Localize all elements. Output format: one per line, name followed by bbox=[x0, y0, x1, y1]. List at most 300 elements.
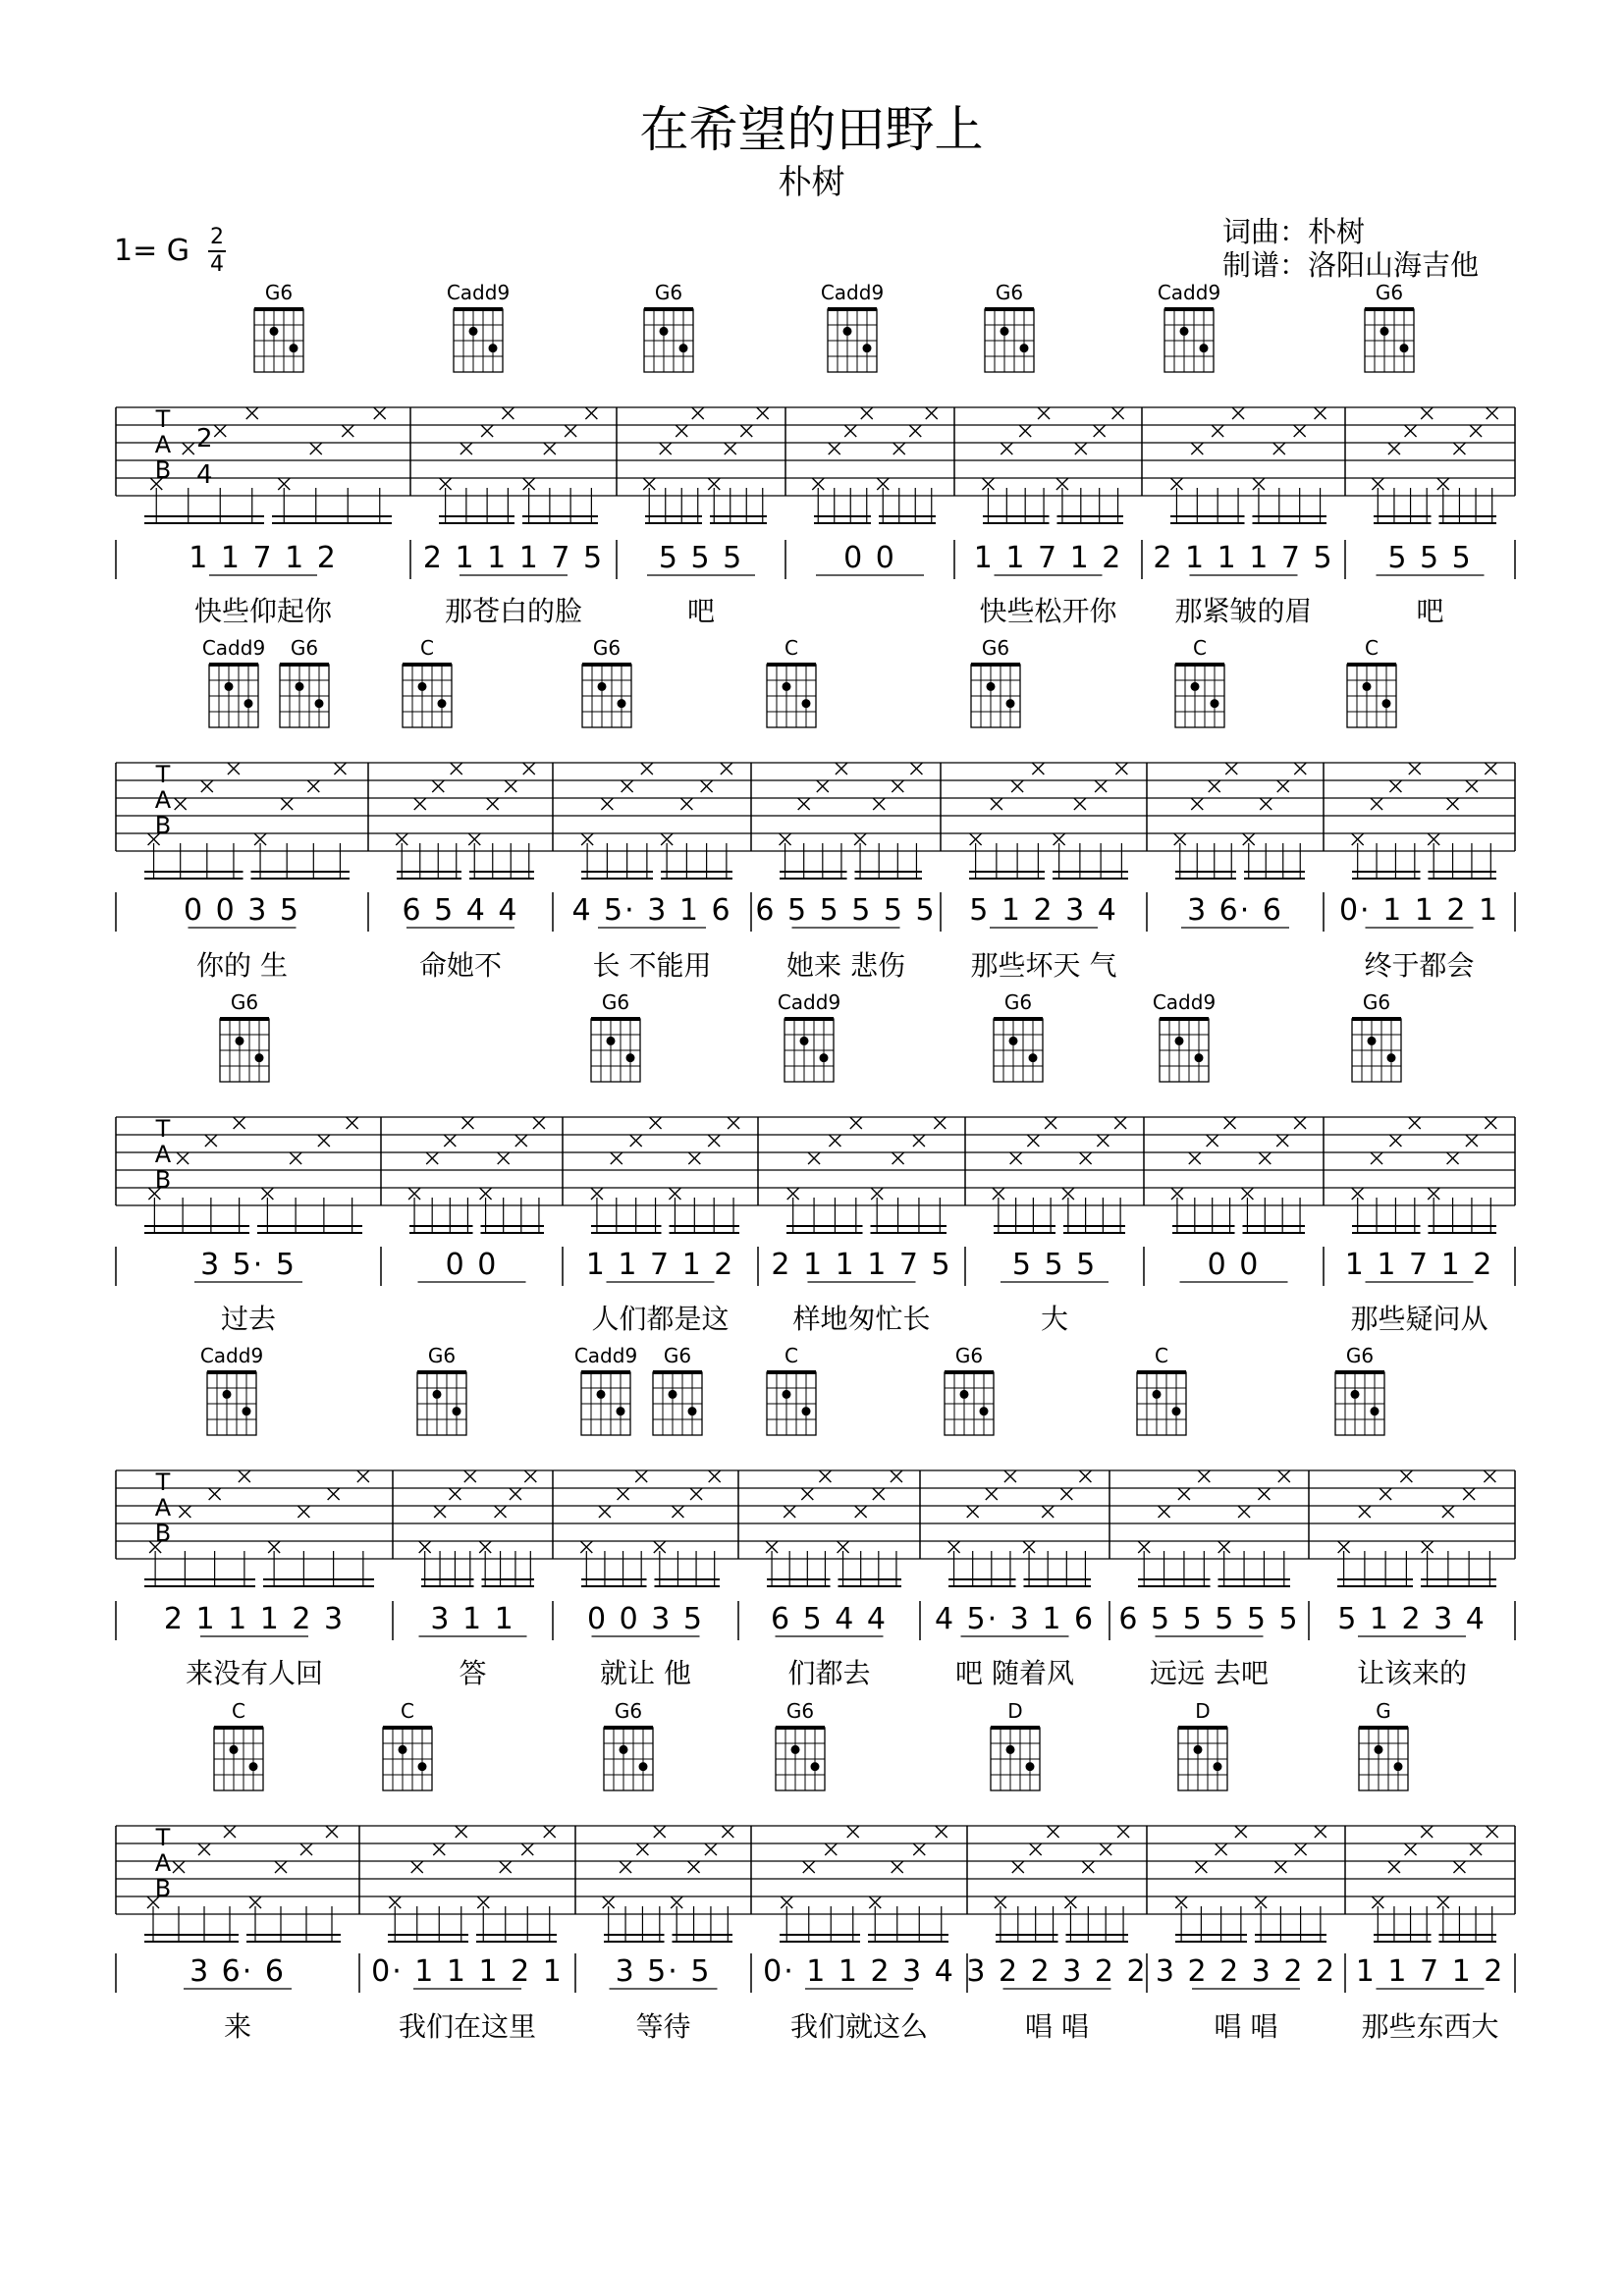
strum-mark bbox=[544, 443, 556, 454]
tab-clef-letter: T bbox=[155, 761, 171, 788]
chord-finger-dot bbox=[1200, 344, 1209, 352]
chord-finger-dot bbox=[1400, 344, 1409, 352]
chord-finger-dot bbox=[980, 1407, 989, 1415]
strum-mark bbox=[855, 1506, 867, 1518]
strum-mark bbox=[1010, 1152, 1022, 1164]
numbered-notation: 1 1 7 1 2 bbox=[189, 541, 338, 575]
strum-mark bbox=[1466, 1135, 1478, 1147]
strum-mark bbox=[1001, 443, 1012, 454]
strum-mark bbox=[825, 1843, 837, 1855]
strum-mark bbox=[234, 1117, 245, 1129]
strum-mark bbox=[1159, 1506, 1170, 1518]
lyric-line: 让该来的 bbox=[1356, 1657, 1468, 1689]
lyric-line: 样地匆忙长 bbox=[792, 1303, 931, 1335]
numbered-notation: 6 5 5 5 5 5 bbox=[1118, 1602, 1300, 1636]
strum-mark bbox=[498, 1152, 510, 1164]
chord-diagram-c bbox=[1175, 636, 1224, 727]
chord-finger-dot bbox=[418, 682, 427, 691]
tab-clef-letter: B bbox=[154, 1166, 172, 1194]
numbered-notation: 5 1 2 3 4 bbox=[969, 893, 1118, 928]
strum-mark bbox=[873, 1488, 885, 1500]
strum-mark bbox=[1232, 407, 1244, 419]
chord-diagram-g6 bbox=[254, 281, 303, 372]
tab-clef-letter: T bbox=[155, 1824, 171, 1851]
strum-mark bbox=[622, 780, 633, 792]
numbered-notation: 1 1 7 1 2 bbox=[585, 1248, 735, 1282]
numbered-notation: 2 1 1 1 7 5 bbox=[771, 1248, 952, 1282]
chord-finger-dot bbox=[620, 1745, 628, 1754]
time-signature-bottom: 4 bbox=[210, 252, 224, 277]
strum-mark bbox=[1294, 763, 1306, 774]
strum-mark bbox=[728, 1117, 739, 1129]
strum-mark bbox=[1315, 407, 1326, 419]
strum-mark bbox=[224, 1826, 236, 1838]
numbered-notation: 2 1 1 1 7 5 bbox=[1153, 541, 1334, 575]
strum-mark bbox=[357, 1470, 369, 1482]
strum-mark bbox=[1421, 1826, 1433, 1838]
chord-diagram-cadd9 bbox=[778, 990, 840, 1082]
strum-mark bbox=[1405, 425, 1417, 437]
strum-mark bbox=[334, 763, 346, 774]
lyric-line: 大 bbox=[1040, 1303, 1069, 1335]
strum-mark bbox=[680, 798, 692, 810]
lyric-line: 来没有人回 bbox=[185, 1657, 324, 1689]
chord-name: Cadd9 bbox=[573, 1344, 638, 1367]
strum-mark bbox=[326, 1826, 338, 1838]
tab-clef-letter: A bbox=[154, 786, 172, 814]
strum-mark bbox=[1463, 1488, 1475, 1500]
strum-mark bbox=[328, 1488, 340, 1500]
strum-mark bbox=[1487, 1826, 1498, 1838]
strum-mark bbox=[460, 443, 472, 454]
numbered-notation: 0 0 3 5 bbox=[184, 893, 300, 928]
tab-clef-letter: B bbox=[154, 812, 172, 839]
strum-mark bbox=[1389, 780, 1401, 792]
chord-diagram-cadd9 bbox=[447, 281, 510, 372]
chord-finger-dot bbox=[296, 682, 304, 691]
chord-name: C bbox=[420, 636, 434, 660]
strum-mark bbox=[1095, 780, 1107, 792]
strum-mark bbox=[708, 1135, 720, 1147]
chord-finger-dot bbox=[597, 1390, 606, 1399]
chord-finger-dot bbox=[1351, 1390, 1360, 1399]
strum-mark bbox=[585, 407, 597, 419]
strum-mark bbox=[318, 1135, 330, 1147]
numbered-notation: 3 6· 6 bbox=[189, 1954, 286, 1989]
chord-name: G6 bbox=[601, 990, 630, 1014]
strum-mark bbox=[209, 1488, 221, 1500]
strum-mark bbox=[1042, 1506, 1054, 1518]
chord-finger-dot bbox=[669, 1390, 677, 1399]
chord-finger-dot bbox=[987, 682, 996, 691]
tab-system-4 bbox=[116, 1344, 1515, 1689]
strum-mark bbox=[1012, 1861, 1024, 1873]
chord-finger-dot bbox=[433, 1390, 442, 1399]
chord-name: G6 bbox=[785, 1699, 815, 1723]
strum-mark bbox=[892, 1861, 903, 1873]
chord-name: G6 bbox=[654, 281, 683, 304]
chord-diagram-cadd9 bbox=[574, 1344, 637, 1435]
strum-mark bbox=[1198, 1470, 1210, 1482]
chord-finger-dot bbox=[820, 1053, 829, 1062]
chord-name: Cadd9 bbox=[201, 636, 266, 660]
strum-mark bbox=[533, 1117, 545, 1129]
strum-mark bbox=[1409, 763, 1421, 774]
chord-finger-dot bbox=[639, 1762, 648, 1771]
lyric-line: 我们在这里 bbox=[398, 2010, 537, 2043]
strum-mark bbox=[891, 1470, 902, 1482]
strum-mark bbox=[861, 407, 873, 419]
chord-name: D bbox=[1007, 1699, 1023, 1723]
strum-mark bbox=[1207, 1135, 1218, 1147]
chord-name: G6 bbox=[981, 636, 1010, 660]
strum-mark bbox=[1030, 1843, 1042, 1855]
strum-mark bbox=[1485, 1117, 1496, 1129]
strum-mark bbox=[873, 798, 885, 810]
strum-mark bbox=[740, 425, 752, 437]
strum-mark bbox=[893, 1152, 904, 1164]
lyric-line: 命她不 bbox=[418, 949, 503, 982]
chord-name: C bbox=[1193, 636, 1207, 660]
strum-mark bbox=[1224, 1117, 1236, 1129]
lyric-line: 她来 悲伤 bbox=[786, 949, 905, 982]
strum-mark bbox=[688, 1861, 700, 1873]
tab-system-1 bbox=[116, 281, 1515, 627]
strum-mark bbox=[1045, 1117, 1056, 1129]
strum-mark bbox=[374, 407, 386, 419]
chord-finger-dot bbox=[863, 344, 872, 352]
chord-finger-dot bbox=[223, 1390, 232, 1399]
song-artist: 朴树 bbox=[778, 163, 845, 202]
strum-mark bbox=[1278, 1470, 1290, 1482]
chord-name: C bbox=[1365, 636, 1379, 660]
tab-clef-letter: B bbox=[154, 1875, 172, 1902]
strum-mark bbox=[1274, 1861, 1286, 1873]
strum-mark bbox=[1405, 1843, 1417, 1855]
chord-diagram-g6 bbox=[985, 281, 1034, 372]
lyric-line: 唱 唱 bbox=[1025, 2010, 1089, 2043]
strum-mark bbox=[505, 780, 516, 792]
strum-mark bbox=[1259, 1152, 1271, 1164]
chord-name: C bbox=[784, 636, 798, 660]
credit-transcriber: 制谱：洛阳山海吉他 bbox=[1222, 248, 1480, 282]
chord-finger-dot bbox=[1380, 327, 1389, 336]
lyric-line: 你的 生 bbox=[196, 949, 288, 982]
strum-mark bbox=[630, 1135, 642, 1147]
chord-name: G6 bbox=[1003, 990, 1033, 1014]
strum-mark bbox=[676, 425, 687, 437]
numbered-notation: 5 5 5 bbox=[1387, 541, 1473, 575]
chord-diagram-c bbox=[767, 636, 816, 727]
numbered-notation: 2 1 1 1 2 3 bbox=[163, 1602, 346, 1636]
lyric-line: 来 bbox=[223, 2010, 252, 2043]
chord-finger-dot bbox=[1195, 1053, 1204, 1062]
numbered-notation: 1 1 7 1 2 bbox=[973, 541, 1123, 575]
strum-mark bbox=[1485, 763, 1496, 774]
chord-finger-dot bbox=[960, 1390, 969, 1399]
song-title: 在希望的田野上 bbox=[639, 101, 984, 158]
strum-mark bbox=[1447, 798, 1459, 810]
strum-mark bbox=[1294, 425, 1306, 437]
tab-clef-letter: T bbox=[155, 1468, 171, 1496]
numbered-notation: 5 5 5 bbox=[658, 541, 744, 575]
strum-mark bbox=[819, 1470, 831, 1482]
lyric-line: 我们就这么 bbox=[789, 2010, 929, 2043]
chord-diagram-c bbox=[767, 1344, 816, 1435]
chord-finger-dot bbox=[1382, 699, 1391, 708]
lyric-line: 那苍白的脸 bbox=[444, 595, 583, 627]
strum-mark bbox=[510, 1488, 521, 1500]
strum-mark bbox=[1258, 1488, 1270, 1500]
strum-mark bbox=[1212, 425, 1223, 437]
chord-name: G6 bbox=[230, 990, 259, 1014]
strum-mark bbox=[620, 1861, 631, 1873]
chord-finger-dot bbox=[1026, 1762, 1035, 1771]
strum-mark bbox=[1388, 443, 1400, 454]
tab-clef-letter: T bbox=[155, 1115, 171, 1143]
strum-mark bbox=[1277, 780, 1289, 792]
strum-mark bbox=[290, 1152, 301, 1164]
chord-name: C bbox=[1155, 1344, 1168, 1367]
strum-mark bbox=[298, 1506, 309, 1518]
chord-finger-dot bbox=[598, 682, 607, 691]
chord-name: Cadd9 bbox=[199, 1344, 264, 1367]
strum-mark bbox=[1442, 1506, 1454, 1518]
chord-finger-dot bbox=[783, 682, 791, 691]
numbered-notation: 3 2 2 3 2 2 bbox=[966, 1954, 1148, 1989]
numbered-notation: 0 0 bbox=[1207, 1248, 1261, 1282]
tab-clef-letter: A bbox=[154, 1849, 172, 1877]
strum-mark bbox=[808, 1152, 820, 1164]
lyric-line: 远远 去吧 bbox=[1150, 1657, 1269, 1689]
strum-mark bbox=[801, 1488, 813, 1500]
chord-finger-dot bbox=[791, 1745, 800, 1754]
strum-mark bbox=[1080, 1152, 1092, 1164]
strum-mark bbox=[1216, 1843, 1227, 1855]
strum-mark bbox=[1038, 407, 1050, 419]
strum-mark bbox=[690, 1488, 702, 1500]
strum-mark bbox=[239, 1470, 250, 1482]
lyric-line: 长 不能用 bbox=[592, 949, 712, 982]
chord-diagram-c bbox=[383, 1699, 432, 1790]
tab-clef-letter: A bbox=[154, 1494, 172, 1522]
chord-finger-dot bbox=[1153, 1390, 1162, 1399]
chord-finger-dot bbox=[230, 1745, 239, 1754]
chord-diagram-d bbox=[1178, 1699, 1227, 1790]
numbered-notation: 5 5 5 bbox=[1011, 1248, 1098, 1282]
chord-name: G6 bbox=[995, 281, 1024, 304]
chord-finger-dot bbox=[270, 327, 279, 336]
strum-mark bbox=[456, 1826, 467, 1838]
strum-mark bbox=[1114, 1117, 1126, 1129]
strum-mark bbox=[1100, 1843, 1111, 1855]
strum-mark bbox=[1276, 1135, 1288, 1147]
strum-mark bbox=[1453, 1861, 1465, 1873]
chord-diagram-g6 bbox=[604, 1699, 653, 1790]
strum-mark bbox=[1400, 1470, 1412, 1482]
chord-diagram-g6 bbox=[971, 636, 1020, 727]
strum-mark bbox=[829, 1135, 840, 1147]
chord-finger-dot bbox=[453, 1407, 461, 1415]
chord-finger-dot bbox=[811, 1762, 820, 1771]
chord-diagram-c bbox=[214, 1699, 263, 1790]
chord-diagram-g6 bbox=[280, 636, 329, 727]
strum-mark bbox=[1112, 407, 1124, 419]
chord-finger-dot bbox=[607, 1037, 616, 1045]
strum-mark bbox=[228, 763, 240, 774]
strum-mark bbox=[449, 1488, 460, 1500]
strum-mark bbox=[672, 1506, 683, 1518]
chord-finger-dot bbox=[1211, 699, 1219, 708]
strum-mark bbox=[798, 798, 810, 810]
chord-finger-dot bbox=[236, 1037, 244, 1045]
strum-mark bbox=[654, 1826, 666, 1838]
strum-mark bbox=[909, 425, 921, 437]
numbered-notation: 1 1 7 1 2 bbox=[1344, 1248, 1494, 1282]
lyric-line: 那些东西大 bbox=[1361, 2010, 1499, 2043]
strum-mark bbox=[500, 1861, 512, 1873]
numbered-notation: 3 1 1 bbox=[430, 1602, 515, 1636]
strum-mark bbox=[1004, 1470, 1016, 1482]
lyric-line: 那些疑问从 bbox=[1350, 1303, 1488, 1335]
strum-mark bbox=[342, 425, 353, 437]
chord-name: C bbox=[232, 1699, 245, 1723]
strum-mark bbox=[910, 763, 922, 774]
strum-mark bbox=[660, 443, 672, 454]
chord-diagram-cadd9 bbox=[202, 636, 265, 727]
strum-mark bbox=[521, 1843, 533, 1855]
chord-finger-dot bbox=[1371, 1407, 1380, 1415]
numbered-notation: 0 0 bbox=[445, 1248, 499, 1282]
strum-mark bbox=[461, 1117, 473, 1129]
strum-mark bbox=[1470, 425, 1482, 437]
strum-mark bbox=[1295, 1843, 1307, 1855]
lyric-line: 吧 随着风 bbox=[955, 1657, 1074, 1689]
strum-mark bbox=[205, 1135, 217, 1147]
strum-mark bbox=[432, 780, 444, 792]
strum-mark bbox=[523, 763, 535, 774]
chord-name: G6 bbox=[954, 1344, 984, 1367]
strum-mark bbox=[1371, 798, 1382, 810]
chord-finger-dot bbox=[1001, 327, 1009, 336]
strum-mark bbox=[650, 1117, 662, 1129]
chord-finger-dot bbox=[399, 1745, 407, 1754]
numbered-notation: 3 2 2 3 2 2 bbox=[1155, 1954, 1337, 1989]
strum-mark bbox=[1079, 1470, 1091, 1482]
numbered-notation: 2 1 1 1 7 5 bbox=[422, 541, 605, 575]
lyric-line: 那些坏天 气 bbox=[970, 949, 1117, 982]
strum-mark bbox=[1209, 780, 1220, 792]
chord-name: G6 bbox=[663, 1344, 692, 1367]
strum-mark bbox=[936, 1826, 947, 1838]
numbered-notation: 0· 1 1 2 1 bbox=[1338, 893, 1500, 928]
strum-mark bbox=[926, 407, 938, 419]
numbered-notation: 6 5 5 5 5 5 bbox=[755, 893, 937, 928]
lyric-line: 那紧皱的眉 bbox=[1174, 595, 1313, 627]
lyric-line: 过去 bbox=[220, 1303, 277, 1335]
strum-mark bbox=[464, 1470, 476, 1482]
strum-mark bbox=[487, 798, 499, 810]
strum-mark bbox=[246, 407, 258, 419]
tab-time-top: 2 bbox=[196, 424, 213, 454]
strum-mark bbox=[1487, 407, 1498, 419]
strum-mark bbox=[433, 1843, 445, 1855]
strum-mark bbox=[1191, 798, 1203, 810]
tab-system-5 bbox=[116, 1699, 1515, 2043]
strum-mark bbox=[1011, 780, 1023, 792]
strum-mark bbox=[524, 1470, 536, 1482]
strum-mark bbox=[618, 1488, 629, 1500]
chord-diagram-g6 bbox=[1365, 281, 1414, 372]
tab-system-2 bbox=[116, 636, 1515, 982]
strum-mark bbox=[1466, 780, 1478, 792]
chord-diagram-g6 bbox=[945, 1344, 994, 1435]
chord-finger-dot bbox=[802, 699, 811, 708]
strum-mark bbox=[1273, 443, 1285, 454]
chord-finger-dot bbox=[255, 1053, 264, 1062]
numbered-notation: 5 1 2 3 4 bbox=[1337, 1602, 1487, 1636]
strum-mark bbox=[599, 1506, 611, 1518]
chord-finger-dot bbox=[469, 327, 478, 336]
numbered-notation: 0· 1 1 2 3 4 bbox=[763, 1954, 955, 1989]
key-signature: 1= G bbox=[114, 234, 190, 268]
strum-mark bbox=[214, 425, 226, 437]
strum-mark bbox=[414, 798, 426, 810]
numbered-notation: 6 5 4 4 bbox=[402, 893, 519, 928]
chord-finger-dot bbox=[1009, 1037, 1018, 1045]
strum-mark bbox=[1260, 798, 1271, 810]
strum-mark bbox=[347, 1117, 358, 1129]
strum-mark bbox=[444, 1135, 456, 1147]
chord-finger-dot bbox=[244, 699, 253, 708]
tab-clef-letter: A bbox=[154, 1141, 172, 1168]
strum-mark bbox=[411, 1861, 423, 1873]
lyric-line: 终于都会 bbox=[1364, 949, 1475, 982]
strum-mark bbox=[1082, 1861, 1094, 1873]
strum-mark bbox=[1027, 1135, 1039, 1147]
strum-mark bbox=[179, 1506, 190, 1518]
chord-finger-dot bbox=[1194, 1745, 1203, 1754]
chord-finger-dot bbox=[843, 327, 852, 336]
strum-mark bbox=[934, 1117, 946, 1129]
strum-mark bbox=[173, 1861, 185, 1873]
strum-mark bbox=[1115, 763, 1127, 774]
chord-diagram-g6 bbox=[776, 1699, 825, 1790]
strum-mark bbox=[757, 407, 769, 419]
strum-mark bbox=[636, 1843, 648, 1855]
time-signature-top: 2 bbox=[210, 225, 224, 249]
chord-finger-dot bbox=[802, 1407, 811, 1415]
strum-mark bbox=[601, 798, 613, 810]
chord-finger-dot bbox=[1180, 327, 1189, 336]
chord-name: Cadd9 bbox=[1152, 990, 1217, 1014]
chord-name: Cadd9 bbox=[820, 281, 885, 304]
chord-finger-dot bbox=[800, 1037, 809, 1045]
chord-finger-dot bbox=[618, 699, 626, 708]
strum-mark bbox=[1075, 443, 1087, 454]
strum-mark bbox=[1048, 1826, 1059, 1838]
strum-mark bbox=[1389, 1135, 1401, 1147]
chord-finger-dot bbox=[1375, 1745, 1383, 1754]
lyric-line: 唱 唱 bbox=[1214, 2010, 1278, 2043]
chord-finger-dot bbox=[1172, 1407, 1181, 1415]
chord-finger-dot bbox=[626, 1053, 635, 1062]
strum-mark bbox=[817, 780, 829, 792]
tab-time-bottom: 4 bbox=[196, 460, 213, 490]
chord-diagram-g6 bbox=[591, 990, 640, 1082]
chord-diagram-g6 bbox=[644, 281, 693, 372]
lyric-line: 快些松开你 bbox=[979, 595, 1117, 627]
